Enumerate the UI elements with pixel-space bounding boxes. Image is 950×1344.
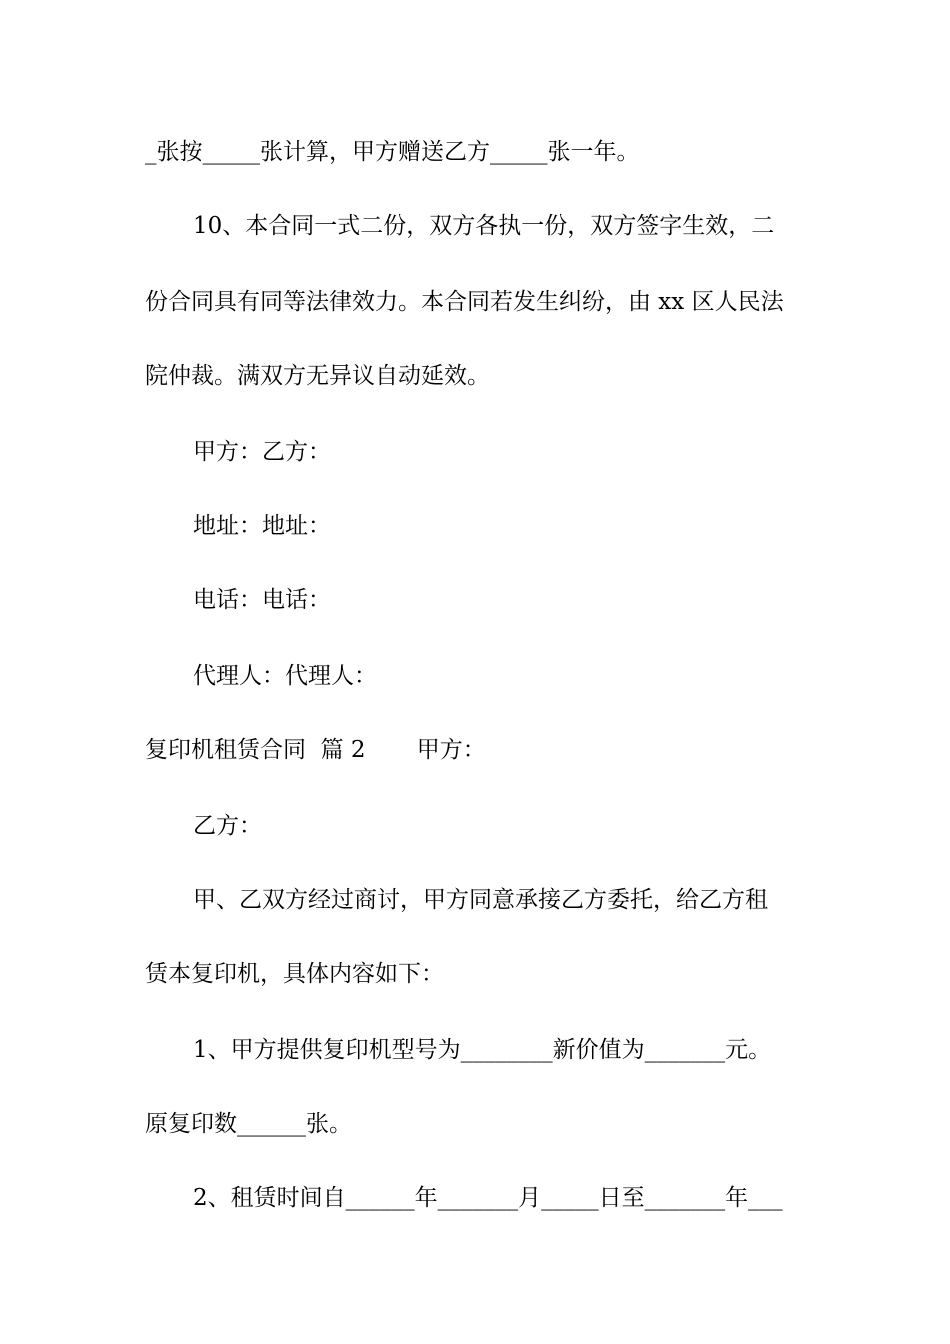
clause-line: 2、租赁时间自______年_______月_____日至_______年___ [193,1185,783,1211]
paragraph-line: 赁本复印机，具体内容如下： [145,961,444,987]
paragraph-line: 院仲裁。满双方无异议自动延效。 [145,363,490,389]
paragraph-line: _张按_____张计算，甲方赠送乙方_____张一年。 [145,139,640,165]
address-line: 地址：地址： [193,513,331,539]
paragraph-line: 甲、乙双方经过商讨，甲方同意承接乙方委托，给乙方租 [193,887,768,913]
phone-line: 电话：电话： [193,587,331,613]
contract-heading-line: 复印机租赁合同 篇 2 甲方： [145,737,486,763]
paragraph-line: 10、本合同一式二份，双方各执一份，双方签字生效，二 [193,213,775,239]
paragraph-line: 份合同具有同等法律效力。本合同若发生纠纷，由 xx 区人民法 [145,289,784,315]
signature-party-line: 甲方：乙方： [193,439,331,465]
agent-line: 代理人：代理人： [193,663,377,689]
clause-line: 1、甲方提供复印机型号为________新价值为_______元。 [193,1037,772,1063]
paragraph-line: 原复印数______张。 [145,1111,352,1137]
party-b-line: 乙方： [193,813,262,839]
